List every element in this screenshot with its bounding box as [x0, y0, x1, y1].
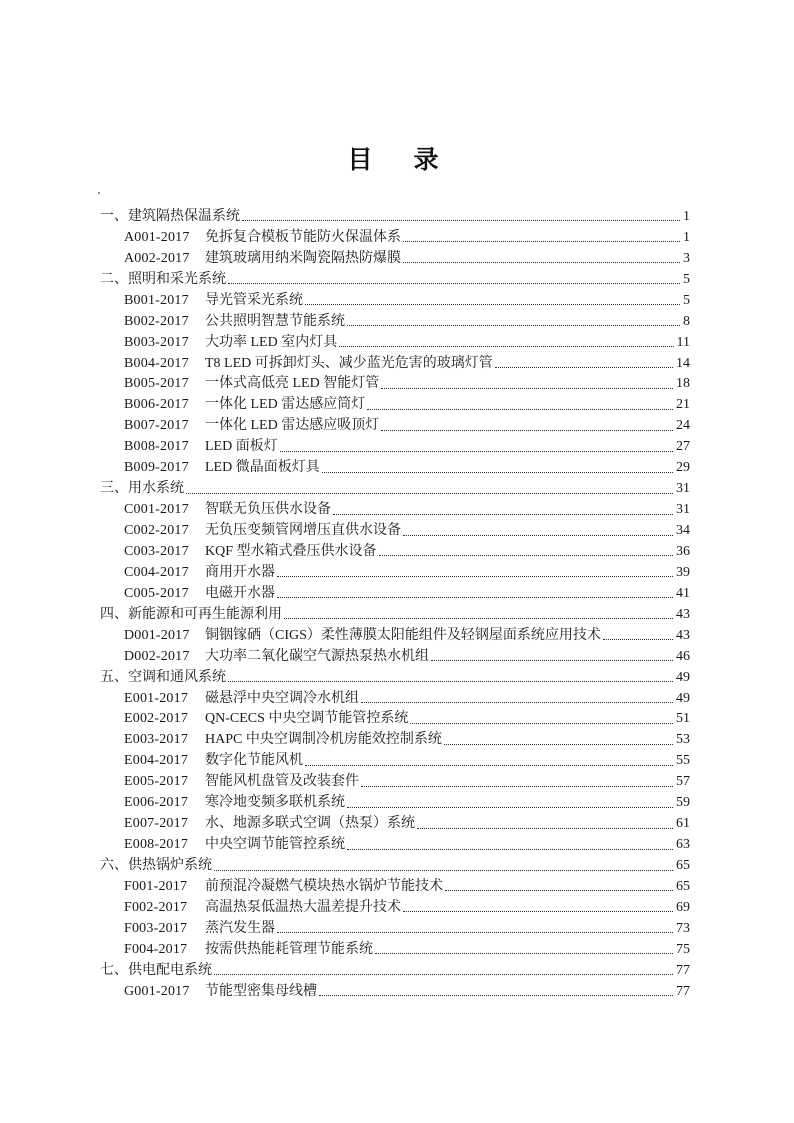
entry-title: 导光管采光系统	[205, 292, 303, 308]
entry-page-number: 77	[676, 962, 690, 978]
entry-code: A001-2017	[124, 229, 190, 245]
entry-page-number: 43	[676, 627, 690, 643]
entry-page-number: 73	[676, 920, 690, 936]
entry-page-number: 57	[676, 774, 690, 790]
toc-entry[interactable]	[100, 518, 690, 539]
entry-code: E004-2017	[124, 753, 189, 769]
dot-leader	[347, 807, 673, 808]
entry-code: C001-2017	[124, 502, 189, 518]
dot-leader	[444, 744, 673, 745]
dot-leader	[228, 681, 673, 682]
entry-code: C004-2017	[124, 564, 189, 580]
entry-code: F003-2017	[124, 920, 188, 936]
entry-page-number: 49	[676, 690, 690, 706]
entry-page-number: 59	[676, 795, 690, 811]
entry-title: LED 微晶面板灯具	[205, 460, 320, 476]
entry-page-number: 3	[683, 250, 690, 266]
entry-code: E003-2017	[124, 732, 189, 748]
entry-title: 免拆复合模板节能防火保温体系	[205, 229, 401, 245]
entry-title: 智能风机盘管及改装套件	[205, 774, 359, 790]
dot-leader	[417, 828, 673, 829]
toc-entry[interactable]	[100, 476, 690, 497]
entry-code: E006-2017	[124, 795, 189, 811]
entry-code: B004-2017	[124, 355, 189, 371]
dot-leader	[403, 241, 680, 242]
toc-entry[interactable]	[100, 748, 690, 769]
toc-entry[interactable]	[100, 372, 690, 393]
entry-title: 按需供热能耗管理节能系统	[205, 941, 373, 957]
dot-leader	[277, 932, 673, 933]
entry-title: LED 面板灯	[205, 439, 278, 455]
dot-leader	[333, 514, 673, 515]
toc-entry[interactable]	[100, 937, 690, 958]
dot-leader	[186, 493, 673, 494]
toc-entry[interactable]	[100, 497, 690, 518]
toc-entry[interactable]	[100, 560, 690, 581]
dot-leader	[379, 555, 673, 556]
dot-leader	[280, 451, 673, 452]
entry-title: 前预混冷凝燃气模块热水锅炉节能技术	[205, 878, 443, 894]
toc-entry[interactable]	[100, 413, 690, 434]
entry-page-number: 1	[683, 229, 690, 245]
entry-title: 寒冷地变频多联机系统	[205, 795, 345, 811]
entry-code: B003-2017	[124, 334, 189, 350]
toc-entry[interactable]	[100, 769, 690, 790]
entry-page-number: 5	[683, 292, 690, 308]
dot-leader	[339, 346, 673, 347]
toc-entry[interactable]	[100, 874, 690, 895]
page-title: 目 录	[347, 147, 447, 174]
dot-leader	[410, 723, 673, 724]
dot-leader	[277, 597, 673, 598]
entry-page-number: 5	[683, 271, 690, 287]
entry-title: 电磁开水器	[205, 585, 275, 601]
entry-title: 铜铟镓硒（CIGS）柔性薄膜太阳能组件及轻钢屋面系统应用技术	[205, 627, 601, 643]
entry-code: C005-2017	[124, 585, 189, 601]
entry-title: 磁悬浮中央空调冷水机组	[205, 690, 359, 706]
dot-leader	[322, 472, 673, 473]
toc-entry[interactable]	[100, 330, 690, 351]
entry-page-number: 77	[676, 983, 690, 999]
entry-title: 商用开水器	[205, 564, 275, 580]
entry-code: F001-2017	[124, 878, 188, 894]
dot-leader	[403, 262, 680, 263]
dot-leader	[319, 995, 673, 996]
entry-page-number: 65	[676, 878, 690, 894]
entry-title: 一体化 LED 雷达感应筒灯	[205, 397, 366, 413]
toc-entry[interactable]	[100, 895, 690, 916]
dot-leader	[284, 618, 673, 619]
dot-leader	[347, 325, 680, 326]
entry-page-number: 65	[676, 858, 690, 873]
entry-page-number: 49	[676, 669, 690, 685]
entry-code: B002-2017	[124, 313, 189, 329]
entry-code: C003-2017	[124, 543, 189, 559]
toc-entry[interactable]	[100, 267, 690, 288]
entry-title: 数字化节能风机	[205, 753, 303, 769]
dot-leader	[381, 430, 673, 431]
entry-code: D001-2017	[124, 627, 190, 643]
entry-page-number: 46	[676, 648, 690, 664]
toc-entry[interactable]	[100, 225, 690, 246]
entry-title: 一体化 LED 雷达感应吸顶灯	[205, 418, 380, 434]
entry-page-number: 31	[676, 481, 690, 497]
entry-title: 四、新能源和可再生能源利用	[100, 606, 282, 622]
dot-leader	[347, 849, 673, 850]
entry-page-number: 75	[676, 941, 690, 957]
entry-page-number: 1	[683, 208, 690, 224]
entry-page-number: 34	[676, 523, 690, 538]
entry-page-number: 24	[676, 418, 690, 434]
entry-code: F004-2017	[124, 941, 188, 957]
entry-title: 公共照明智慧节能系统	[205, 313, 345, 329]
entry-code: B006-2017	[124, 397, 189, 413]
entry-page-number: 14	[676, 355, 690, 371]
entry-title: 无负压变频管网增压直供水设备	[205, 523, 401, 538]
entry-title: T8 LED 可拆卸灯头、减少蓝光危害的玻璃灯管	[205, 355, 493, 371]
entry-code: D002-2017	[124, 648, 190, 664]
toc-entry[interactable]	[100, 204, 690, 225]
toc-entry[interactable]	[100, 539, 690, 560]
entry-page-number: 29	[676, 460, 690, 476]
entry-code: E008-2017	[124, 837, 189, 853]
toc-entry[interactable]	[100, 790, 690, 811]
entry-title: 建筑玻璃用纳米陶瓷隔热防爆膜	[205, 250, 401, 266]
entry-page-number: 31	[676, 502, 690, 518]
toc-entry[interactable]	[100, 811, 690, 832]
entry-page-number: 11	[676, 334, 690, 350]
entry-title: 七、供电配电系统	[100, 962, 212, 978]
dot-leader	[403, 911, 673, 912]
entry-title: 高温热泵低温热大温差提升技术	[205, 899, 401, 915]
entry-code: B001-2017	[124, 292, 189, 308]
entry-code: A002-2017	[124, 250, 190, 266]
toc-entry[interactable]	[100, 581, 690, 602]
entry-title: 蒸汽发生器	[205, 920, 275, 936]
entry-page-number: 53	[676, 732, 690, 748]
dot-leader	[305, 304, 680, 305]
dot-leader	[381, 388, 673, 389]
entry-title: 一体式高低亮 LED 智能灯管	[205, 376, 380, 392]
toc-list	[100, 204, 690, 1000]
entry-page-number: 18	[676, 376, 690, 392]
entry-title: 六、供热锅炉系统	[100, 858, 212, 873]
entry-title: 中央空调节能管控系统	[205, 837, 345, 853]
toc-entry[interactable]	[100, 727, 690, 748]
dot-leader	[242, 220, 680, 221]
entry-title: HAPC 中央空调制冷机房能效控制系统	[205, 732, 442, 748]
entry-title: 一、建筑隔热保温系统	[100, 208, 240, 224]
entry-page-number: 39	[676, 564, 690, 580]
entry-title: QN-CECS 中央空调节能管控系统	[205, 711, 409, 727]
toc-entry[interactable]	[100, 434, 690, 455]
entry-code: B009-2017	[124, 460, 189, 476]
entry-title: 智联无负压供水设备	[205, 502, 331, 518]
entry-title: 五、空调和通风系统	[100, 669, 226, 685]
dot-leader	[375, 953, 673, 954]
dot-leader	[445, 890, 673, 891]
entry-title: 三、用水系统	[100, 481, 184, 497]
toc-entry[interactable]	[100, 455, 690, 476]
entry-page-number: 27	[676, 439, 690, 455]
toc-entry[interactable]	[100, 392, 690, 413]
entry-page-number: 69	[676, 899, 690, 915]
entry-page-number: 36	[676, 543, 690, 559]
entry-code: E002-2017	[124, 711, 189, 727]
entry-code: E005-2017	[124, 774, 189, 790]
entry-title: KQF 型水箱式叠压供水设备	[205, 543, 377, 559]
entry-page-number: 41	[676, 585, 690, 601]
entry-code: E001-2017	[124, 690, 189, 706]
dot-leader	[214, 870, 673, 871]
entry-code: F002-2017	[124, 899, 188, 915]
entry-code: E007-2017	[124, 816, 189, 832]
entry-page-number: 8	[683, 313, 690, 329]
dot-leader	[367, 409, 673, 410]
entry-code: B008-2017	[124, 439, 189, 455]
dot-leader	[361, 702, 673, 703]
dot-leader	[228, 283, 680, 284]
dot-leader	[431, 660, 673, 661]
toc-entry[interactable]	[100, 602, 690, 623]
stray-mark: ’	[97, 190, 101, 202]
entry-page-number: 21	[676, 397, 690, 413]
toc-entry[interactable]	[100, 916, 690, 937]
entry-page-number: 43	[676, 606, 690, 622]
entry-page-number: 55	[676, 753, 690, 769]
dot-leader	[361, 786, 673, 787]
dot-leader	[305, 765, 673, 766]
toc-entry[interactable]	[100, 832, 690, 853]
entry-page-number: 51	[676, 711, 690, 727]
toc-entry[interactable]	[100, 853, 690, 874]
toc-entry[interactable]	[100, 288, 690, 309]
toc-entry[interactable]	[100, 686, 690, 707]
toc-entry[interactable]	[100, 623, 690, 644]
toc-entry[interactable]	[100, 351, 690, 372]
entry-code: G001-2017	[124, 983, 190, 999]
entry-title: 二、照明和采光系统	[100, 271, 226, 287]
entry-title: 水、地源多联式空调（热泵）系统	[205, 816, 415, 832]
dot-leader	[277, 576, 673, 577]
entry-code: C002-2017	[124, 523, 189, 538]
entry-title: 节能型密集母线槽	[205, 983, 317, 999]
entry-code: B005-2017	[124, 376, 189, 392]
entry-code: B007-2017	[124, 418, 189, 434]
toc-entry[interactable]	[100, 665, 690, 686]
toc-entry[interactable]	[100, 958, 690, 979]
entry-title: 大功率 LED 室内灯具	[205, 334, 338, 350]
dot-leader	[214, 974, 673, 975]
entry-page-number: 63	[676, 837, 690, 853]
toc-entry[interactable]	[100, 246, 690, 267]
entry-title: 大功率二氧化碳空气源热泵热水机组	[205, 648, 429, 664]
toc-entry[interactable]	[100, 707, 690, 728]
toc-entry[interactable]	[100, 979, 690, 1000]
dot-leader	[603, 639, 673, 640]
dot-leader	[403, 535, 673, 536]
dot-leader	[495, 367, 673, 368]
entry-page-number: 61	[676, 816, 690, 832]
toc-entry[interactable]	[100, 309, 690, 330]
toc-entry[interactable]	[100, 644, 690, 665]
